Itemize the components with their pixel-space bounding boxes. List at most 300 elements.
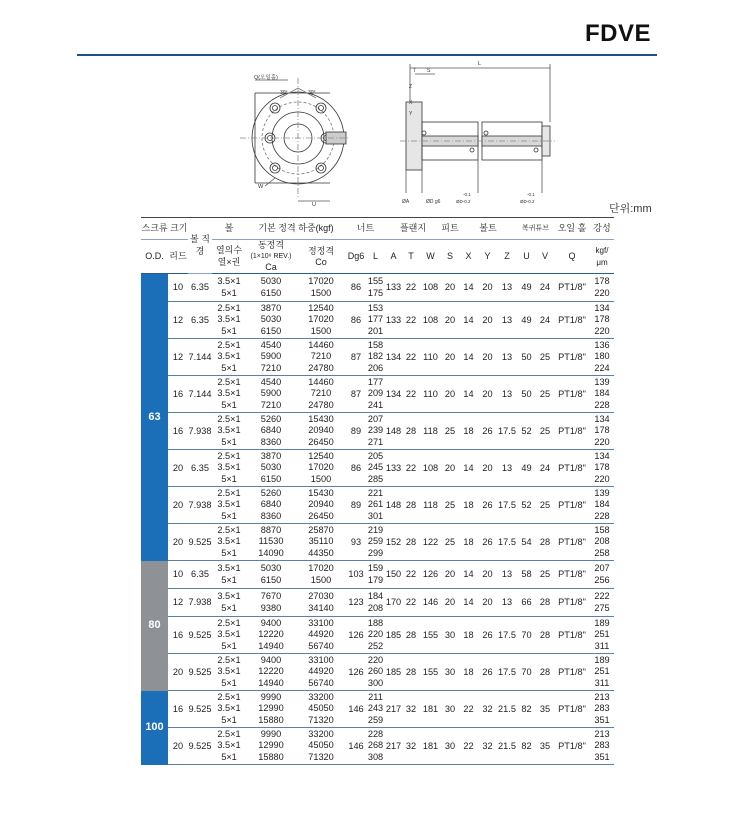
w-cell: 155 <box>420 617 441 654</box>
length-cell-line: 259 <box>367 536 384 547</box>
q-cell: PT1/8" <box>554 487 590 524</box>
u-cell: 52 <box>517 413 536 450</box>
dg6-cell: 87 <box>346 339 366 376</box>
u-cell: 66 <box>517 589 536 617</box>
static-load-cell <box>296 654 346 691</box>
dynamic-load-cell-line: 14940 <box>258 677 284 688</box>
dynamic-load-cell <box>246 339 296 376</box>
stiffness-cell-line: 351 <box>594 751 610 762</box>
s-cell: 20 <box>441 302 459 339</box>
length-cell-line: 220 <box>367 655 384 666</box>
y-cell: 20 <box>478 376 497 413</box>
t-cell: 28 <box>402 654 420 691</box>
dynamic-load-cell <box>246 274 296 302</box>
header-flange: 플랜지 <box>385 218 441 240</box>
length-cell-line: 177 <box>367 377 384 388</box>
circuits-cell-line: 3.5×1 <box>217 276 241 287</box>
a-cell: 185 <box>385 654 402 691</box>
ball-dia-cell: 7.938 <box>188 589 212 617</box>
dynamic-load-cell-line: 5030 <box>260 314 282 325</box>
header-bolt: 볼트 <box>459 218 517 240</box>
length-cell-line: 159 <box>367 563 384 574</box>
header-s: S <box>441 240 459 274</box>
stiffness-cell-line: 251 <box>594 666 610 677</box>
header-pitch: 피트 <box>441 218 459 240</box>
ball-dia-cell: 6.35 <box>188 561 212 589</box>
stiffness-cell-line: 258 <box>594 547 610 558</box>
stiffness-cell-line: 220 <box>594 287 610 298</box>
stiffness-cell-line: 228 <box>594 510 610 521</box>
stiffness-cell <box>590 274 614 302</box>
length-cell-line: 271 <box>367 436 384 447</box>
x-cell: 14 <box>459 561 478 589</box>
z-cell: 13 <box>497 376 517 413</box>
static-load-cell <box>296 274 346 302</box>
ball-dia-cell: 9.525 <box>188 691 212 728</box>
w-cell: 118 <box>420 413 441 450</box>
stiffness-cell-line: 220 <box>594 436 610 447</box>
header-a: A <box>385 240 402 274</box>
circuits-cell <box>212 376 246 413</box>
z-cell: 17.5 <box>497 617 517 654</box>
y-cell: 26 <box>478 524 497 561</box>
dynamic-load-cell-line: 15880 <box>258 751 284 762</box>
circuits-cell-line: 5×1 <box>221 473 237 484</box>
stiffness-cell <box>590 302 614 339</box>
t-cell: 32 <box>402 728 420 765</box>
static-load-cell <box>296 691 346 728</box>
header-y: Y <box>478 240 497 274</box>
length-cell-line: 175 <box>367 287 384 298</box>
circuits-cell-line: 5×1 <box>221 751 237 762</box>
stiffness-cell-line: 180 <box>594 351 610 362</box>
x-cell: 14 <box>459 450 478 487</box>
table-row <box>141 654 614 691</box>
unit-label: 단위:mm <box>609 203 652 215</box>
t-cell: 22 <box>402 274 420 302</box>
dynamic-load-cell-line: 6150 <box>260 473 282 484</box>
q-cell: PT1/8" <box>554 376 590 413</box>
v-cell: 28 <box>536 589 554 617</box>
static-load-cell-line: 24780 <box>308 399 334 410</box>
stiffness-cell <box>590 524 614 561</box>
circuits-cell-line: 2.5×1 <box>217 692 241 703</box>
static-load-cell-line: 56740 <box>308 640 334 651</box>
dg6-cell: 103 <box>346 561 366 589</box>
static-load-cell-line: 1500 <box>310 287 332 298</box>
stiffness-cell <box>590 617 614 654</box>
dg6-cell: 123 <box>346 589 366 617</box>
lead-cell: 10 <box>168 274 188 302</box>
dynamic-load-cell-line: 6150 <box>260 574 282 585</box>
length-cell-line: 219 <box>367 525 384 536</box>
stiffness-cell-line: 224 <box>594 362 610 373</box>
dynamic-load-cell-line: 8360 <box>260 510 282 521</box>
length-cell-line: 201 <box>367 325 384 336</box>
static-load-cell-line: 33200 <box>308 692 334 703</box>
dynamic-load-cell-line: 5030 <box>260 462 282 473</box>
a-cell: 170 <box>385 589 402 617</box>
dynamic-load-cell-line: 7210 <box>260 399 282 410</box>
w-cell: 110 <box>420 339 441 376</box>
stiffness-cell <box>590 654 614 691</box>
a-cell: 134 <box>385 376 402 413</box>
length-cell-line: 268 <box>367 740 384 751</box>
u-cell: 49 <box>517 450 536 487</box>
length-cell <box>366 487 385 524</box>
static-load-cell-line: 12540 <box>308 303 334 314</box>
x-label: X <box>409 100 413 106</box>
u-cell: 49 <box>517 302 536 339</box>
header-z: Z <box>497 240 517 274</box>
w-cell: 108 <box>420 450 441 487</box>
s-cell: 20 <box>441 561 459 589</box>
x-cell: 14 <box>459 589 478 617</box>
stiffness-cell-line: 220 <box>594 473 610 484</box>
angle-label-right: 30° <box>308 90 316 96</box>
header-balls: 볼 <box>212 218 246 240</box>
stiffness-cell-line: 228 <box>594 399 610 410</box>
table-row <box>141 589 614 617</box>
table-row <box>141 617 614 654</box>
stiffness-cell-line: 311 <box>594 677 610 688</box>
stiffness-cell-line: 136 <box>594 340 610 351</box>
length-cell <box>366 728 385 765</box>
u-cell: 70 <box>517 654 536 691</box>
stiffness-cell-line: 178 <box>594 462 610 473</box>
x-cell: 14 <box>459 302 478 339</box>
t-cell: 28 <box>402 413 420 450</box>
static-load-cell-line: 34140 <box>308 602 334 613</box>
lead-cell: 20 <box>168 728 188 765</box>
v-cell: 25 <box>536 561 554 589</box>
static-load-cell <box>296 413 346 450</box>
length-cell-line: 177 <box>367 314 384 325</box>
x-cell: 22 <box>459 728 478 765</box>
dg6-cell: 86 <box>346 450 366 487</box>
dynamic-load-cell <box>246 617 296 654</box>
table-row <box>141 339 614 376</box>
circuits-cell-line: 3.5×1 <box>217 591 241 602</box>
v-cell: 35 <box>536 728 554 765</box>
dynamic-load-cell-line: 7670 <box>260 591 282 602</box>
header-q: Q <box>554 240 590 274</box>
ball-dia-cell: 7.144 <box>188 376 212 413</box>
length-cell <box>366 450 385 487</box>
header-static <box>296 240 346 274</box>
circuits-cell <box>212 691 246 728</box>
stiffness-cell-line: 220 <box>594 325 610 336</box>
table-row <box>141 302 614 339</box>
q-cell: PT1/8" <box>554 524 590 561</box>
z-label: Z <box>409 84 413 90</box>
length-cell-line: 241 <box>367 399 384 410</box>
stiffness-cell-line: 208 <box>594 536 610 547</box>
x-cell: 18 <box>459 654 478 691</box>
tolerance-2: -0.1 <box>527 192 535 197</box>
a-cell: 133 <box>385 302 402 339</box>
dynamic-load-cell-line: 14940 <box>258 640 284 651</box>
x-cell: 18 <box>459 413 478 450</box>
length-cell-line: 228 <box>367 729 384 740</box>
dynamic-load-cell-line: 11530 <box>258 536 284 547</box>
stiffness-cell-line: 283 <box>594 703 610 714</box>
table-row <box>141 691 614 728</box>
stiffness-cell-line: 134 <box>594 414 610 425</box>
header-dynamic <box>246 240 296 274</box>
stiffness-cell-line: 139 <box>594 377 610 388</box>
q-cell: PT1/8" <box>554 617 590 654</box>
header-t: T <box>402 240 420 274</box>
s-cell: 20 <box>441 339 459 376</box>
v-cell: 25 <box>536 339 554 376</box>
table-row <box>141 413 614 450</box>
dynamic-load-cell-line: 12220 <box>258 666 284 677</box>
a-cell: 133 <box>385 274 402 302</box>
a-cell: 185 <box>385 617 402 654</box>
length-cell-line: 220 <box>367 629 384 640</box>
length-cell-line: 252 <box>367 640 384 651</box>
a-cell: 152 <box>385 524 402 561</box>
s-label: S <box>427 68 431 74</box>
a-cell: 148 <box>385 487 402 524</box>
z-cell: 13 <box>497 302 517 339</box>
od-cell: 80 <box>141 561 168 691</box>
t-label: T <box>413 68 417 74</box>
table-row <box>141 376 614 413</box>
v-cell: 25 <box>536 487 554 524</box>
circuits-cell-line: 5×1 <box>221 325 237 336</box>
length-cell-line: 299 <box>367 547 384 558</box>
static-load-cell <box>296 617 346 654</box>
circuits-cell-line: 2.5×1 <box>217 414 241 425</box>
dynamic-load-cell-line: 9990 <box>260 729 282 740</box>
circuits-cell <box>212 339 246 376</box>
dg6-cell: 86 <box>346 302 366 339</box>
length-cell <box>366 561 385 589</box>
static-load-cell <box>296 450 346 487</box>
q-cell: PT1/8" <box>554 339 590 376</box>
circuits-cell-line: 3.5×1 <box>217 425 241 436</box>
length-cell-line: 285 <box>367 473 384 484</box>
static-load-cell-line: 45050 <box>308 740 334 751</box>
length-cell-line: 260 <box>367 666 384 677</box>
lead-cell: 10 <box>168 561 188 589</box>
u-label: U <box>312 202 316 208</box>
circuits-cell-line: 5×1 <box>221 399 237 410</box>
dynamic-load-cell <box>246 654 296 691</box>
dynamic-load-cell <box>246 487 296 524</box>
v-cell: 35 <box>536 691 554 728</box>
ball-dia-cell: 7.938 <box>188 487 212 524</box>
circuits-cell-line: 3.5×1 <box>217 536 241 547</box>
dynamic-load-cell <box>246 691 296 728</box>
header-ball-dia: 볼 직경 <box>188 218 212 274</box>
circuits-cell-line: 2.5×1 <box>217 377 241 388</box>
w-cell: 118 <box>420 487 441 524</box>
z-cell: 13 <box>497 561 517 589</box>
lead-cell: 20 <box>168 487 188 524</box>
length-cell-line: 184 <box>367 591 384 602</box>
circuits-cell-line: 2.5×1 <box>217 451 241 462</box>
v-cell: 24 <box>536 450 554 487</box>
y-label: Y <box>409 111 413 117</box>
header-mounting: 복귀튜브 <box>517 218 554 240</box>
length-cell <box>366 654 385 691</box>
length-cell-line: 239 <box>367 425 384 436</box>
table-row <box>141 561 614 589</box>
stiffness-cell <box>590 376 614 413</box>
a-cell: 133 <box>385 450 402 487</box>
circuits-cell <box>212 274 246 302</box>
stiffness-cell <box>590 450 614 487</box>
stiffness-cell-line: 134 <box>594 451 610 462</box>
circuits-cell <box>212 654 246 691</box>
ball-dia-cell: 7.144 <box>188 339 212 376</box>
t-cell: 32 <box>402 691 420 728</box>
w-cell: 110 <box>420 376 441 413</box>
y-cell: 20 <box>478 302 497 339</box>
stiffness-cell <box>590 413 614 450</box>
static-load-cell-line: 14460 <box>308 377 334 388</box>
dynamic-load-cell-line: 4540 <box>260 377 282 388</box>
header-nut: 너트 <box>346 218 385 240</box>
y-cell: 20 <box>478 339 497 376</box>
lead-cell: 12 <box>168 339 188 376</box>
q-cell: PT1/8" <box>554 413 590 450</box>
y-cell: 20 <box>478 450 497 487</box>
u-cell: 52 <box>517 487 536 524</box>
static-load-cell-line: 26450 <box>308 510 334 521</box>
dynamic-load-cell <box>246 728 296 765</box>
dg6-cell: 89 <box>346 487 366 524</box>
v-cell: 24 <box>536 274 554 302</box>
dynamic-load-cell-line: 8870 <box>260 525 282 536</box>
stiffness-cell <box>590 487 614 524</box>
circuits-cell-line: 3.5×1 <box>217 388 241 399</box>
table-row <box>141 487 614 524</box>
dynamic-load-cell-line: 9380 <box>260 602 282 613</box>
t-cell: 22 <box>402 589 420 617</box>
circuits-cell-line: 2.5×1 <box>217 525 241 536</box>
t-cell: 22 <box>402 339 420 376</box>
y-cell: 32 <box>478 691 497 728</box>
static-load-cell-line: 33100 <box>308 618 334 629</box>
dynamic-load-cell-line: 3870 <box>260 303 282 314</box>
static-load-cell-line: 35110 <box>308 536 334 547</box>
y-cell: 26 <box>478 413 497 450</box>
a-cell: 150 <box>385 561 402 589</box>
stiffness-cell-line: 351 <box>594 714 610 725</box>
length-cell <box>366 617 385 654</box>
lead-cell: 20 <box>168 524 188 561</box>
header-screw-size: 스크류 크기 <box>141 218 188 240</box>
stiffness-cell-line: 178 <box>594 425 610 436</box>
header-od: O.D. <box>141 240 168 274</box>
circuits-cell-line: 3.5×1 <box>217 351 241 362</box>
w-cell: 122 <box>420 524 441 561</box>
dg6-label: ØD g6 <box>426 199 441 205</box>
circuits-cell-line: 5×1 <box>221 547 237 558</box>
w-cell: 126 <box>420 561 441 589</box>
v-cell: 28 <box>536 617 554 654</box>
u-cell: 54 <box>517 524 536 561</box>
header-kgf: kgf/ μm <box>590 240 614 274</box>
side-view <box>400 64 555 193</box>
static-load-cell-line: 25870 <box>308 525 334 536</box>
q-cell: PT1/8" <box>554 561 590 589</box>
tolerance-1: -0.1 <box>463 192 471 197</box>
u-cell: 50 <box>517 376 536 413</box>
s-cell: 20 <box>441 450 459 487</box>
header-v: V <box>536 240 554 274</box>
circuits-cell <box>212 302 246 339</box>
static-load-cell-line: 26450 <box>308 436 334 447</box>
u-cell: 82 <box>517 728 536 765</box>
s-cell: 25 <box>441 524 459 561</box>
ball-dia-cell: 9.525 <box>188 654 212 691</box>
lead-cell: 20 <box>168 654 188 691</box>
circuits-cell-line: 3.5×1 <box>217 563 241 574</box>
circuits-cell-line: 5×1 <box>221 714 237 725</box>
circuits-cell-line: 3.5×1 <box>217 740 241 751</box>
circuits-cell <box>212 413 246 450</box>
stiffness-cell-line: 207 <box>594 563 610 574</box>
stiffness-cell <box>590 589 614 617</box>
z-cell: 21.5 <box>497 728 517 765</box>
circuits-cell-line: 3.5×1 <box>217 314 241 325</box>
static-load-cell <box>296 487 346 524</box>
stiffness-cell-line: 311 <box>594 640 610 651</box>
length-cell-line: 245 <box>367 462 384 473</box>
dynamic-load-cell <box>246 413 296 450</box>
header-w: W <box>420 240 441 274</box>
circuits-cell <box>212 450 246 487</box>
a-cell: 148 <box>385 413 402 450</box>
a-label: ØA <box>402 199 410 205</box>
circuits-cell <box>212 524 246 561</box>
u-cell: 49 <box>517 274 536 302</box>
dynamic-load-cell-line: 7210 <box>260 362 282 373</box>
length-cell-line: 158 <box>367 340 384 351</box>
header-co: Co <box>315 256 327 267</box>
dynamic-load-cell-line: 9400 <box>260 655 282 666</box>
dynamic-load-cell <box>246 450 296 487</box>
length-cell-line: 300 <box>367 677 384 688</box>
stiffness-cell-line: 178 <box>594 276 610 287</box>
length-cell <box>366 413 385 450</box>
static-load-cell <box>296 589 346 617</box>
circuits-cell-line: 2.5×1 <box>217 655 241 666</box>
ball-dia-cell: 6.35 <box>188 302 212 339</box>
dg6-cell: 146 <box>346 728 366 765</box>
static-load-cell-line: 71320 <box>308 751 334 762</box>
stiffness-cell <box>590 339 614 376</box>
circuits-cell-line: 5×1 <box>221 362 237 373</box>
dg6-cell: 93 <box>346 524 366 561</box>
stiffness-cell-line: 184 <box>594 499 610 510</box>
static-load-cell-line: 33100 <box>308 655 334 666</box>
circuits-cell-line: 5×1 <box>221 602 237 613</box>
stiffness-cell-line: 189 <box>594 618 610 629</box>
dg6-cell: 87 <box>346 376 366 413</box>
y-cell: 26 <box>478 487 497 524</box>
table-row <box>141 728 614 765</box>
static-load-cell <box>296 728 346 765</box>
circuits-cell <box>212 561 246 589</box>
header-circuits: 열의수 열×권 <box>212 240 246 274</box>
static-load-cell-line: 1500 <box>310 473 332 484</box>
